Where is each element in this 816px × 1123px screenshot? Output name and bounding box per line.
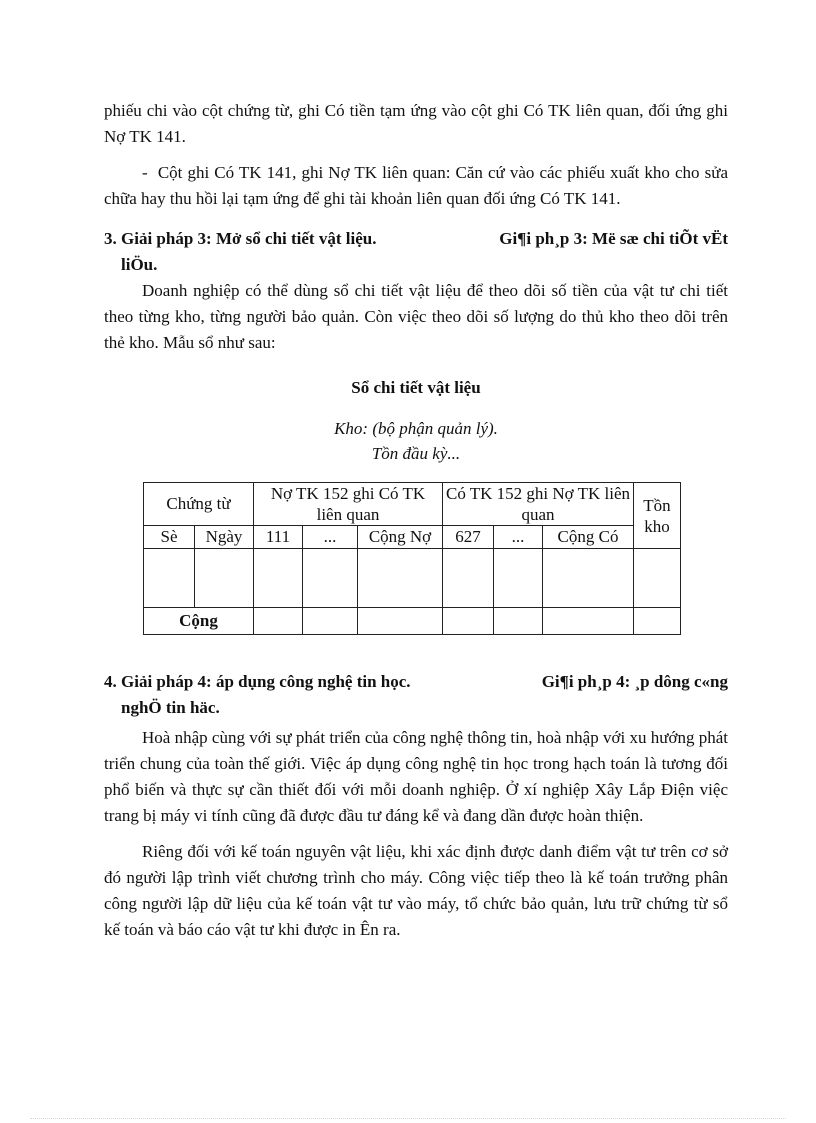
paragraph-4: Hoà nhập cùng với sự phát triển của công nghệ thông tin, hoà nhập với xu hướng phát triển chung của toàn thế giới. Việc áp dụng công nghệ tin học trong hạch toán là tương đối phổ biến và thực sự cần thiết đối với mỗi doanh nghiệp. Ở xí nghiệp Xây Lắp Điện việc trang bị máy vi tính cũng đã được đầu tư đáng kể và đang dần được hoàn thiện.	[104, 728, 728, 825]
header-co-tk: Có TK 152 ghi Nợ TK liên quan	[443, 483, 634, 526]
page-bottom-border	[30, 1118, 786, 1119]
heading-4-garbled: Gi¶i ph¸p 4: ¸p dông c«ng	[541, 672, 728, 691]
subheader-cell: 627	[443, 526, 494, 549]
subheader-cell: ...	[494, 526, 543, 549]
ledger-total-row	[144, 608, 681, 635]
header-ton-kho: Tồn kho	[634, 483, 681, 549]
total-cell	[443, 608, 494, 635]
body-cell	[634, 549, 681, 608]
section-heading-3	[104, 226, 728, 278]
paragraph-2	[104, 160, 728, 212]
heading-3-garbled: Gi¶i ph¸p 3: Më sæ chi tiÕt vËt	[499, 229, 728, 248]
subheader-cell: Cộng Nợ	[358, 526, 443, 549]
ledger-title: Sổ chi tiết vật liệu	[351, 378, 481, 397]
heading-4-text: Giải pháp 4: áp dụng công nghệ tin học.	[121, 672, 411, 691]
header-chung-tu: Chứng từ	[144, 483, 254, 526]
body-cell	[358, 549, 443, 608]
total-cell	[543, 608, 634, 635]
body-cell	[443, 549, 494, 608]
paragraph-5: Riêng đối với kế toán nguyên vật liệu, khi xác định được danh điểm vật tư trên cơ sở đó người lập trình viết chương trình cho máy. Công việc tiếp theo là kế toán trưởng phân công người lập dữ liệu của kế toán vật tư vào máy, tổ chức bảo quản, lưu trữ chứng từ sổ kế toán và báo cáo vật tư khi được in Ên ra.	[104, 842, 728, 939]
total-label: Cộng	[144, 608, 254, 635]
section-heading-4	[104, 669, 728, 721]
body-cell	[195, 549, 254, 608]
ledger-table	[143, 482, 681, 635]
body-cell	[494, 549, 543, 608]
total-cell	[254, 608, 303, 635]
body-cell	[254, 549, 303, 608]
ledger-subheader-row	[144, 526, 681, 549]
heading-4-number: 4.	[104, 672, 121, 691]
ledger-header-row	[144, 483, 681, 526]
document-page	[104, 98, 728, 943]
bullet-dash: -	[142, 163, 148, 182]
header-no-tk: Nợ TK 152 ghi Có TK liên quan	[254, 483, 443, 526]
heading-3-number: 3.	[104, 229, 121, 248]
heading-4-garbled-cont: nghÖ tin häc.	[121, 698, 220, 717]
ledger-subtitle-warehouse: Kho: (bộ phận quản lý).	[334, 419, 498, 438]
total-cell	[634, 608, 681, 635]
body-cell	[144, 549, 195, 608]
total-cell	[494, 608, 543, 635]
heading-3-garbled-cont: liÖu.	[121, 255, 158, 274]
paragraph-3: Doanh nghiệp có thể dùng sổ chi tiết vật liệu để theo dõi số tiền của vật tư chi tiết theo từng kho, từng người bảo quản. Còn việc theo dõi số lượng do thủ kho theo dõi trên thẻ kho. Mẫu sổ như sau:	[104, 281, 728, 352]
subheader-cell: 111	[254, 526, 303, 549]
subheader-cell: Cộng Có	[543, 526, 634, 549]
body-cell	[303, 549, 358, 608]
total-cell	[303, 608, 358, 635]
body-cell	[543, 549, 634, 608]
subheader-cell: Ngày	[195, 526, 254, 549]
subheader-cell: ...	[303, 526, 358, 549]
ledger-subtitle-opening: Tồn đầu kỳ...	[371, 444, 461, 463]
total-cell	[358, 608, 443, 635]
ledger-body-row	[144, 549, 681, 608]
paragraph-1: phiếu chi vào cột chứng từ, ghi Có tiền tạm ứng vào cột ghi Có TK liên quan, đối ứng ghi Nợ TK 141.	[104, 101, 728, 146]
heading-3-text: Giải pháp 3: Mở sổ chi tiết vật liệu.	[121, 229, 377, 248]
subheader-cell: Sè	[144, 526, 195, 549]
paragraph-2-text: Cột ghi Có TK 141, ghi Nợ TK liên quan: Căn cứ vào các phiếu xuất kho cho sửa chữa hay thu hồi lại tạm ứng để ghi tài khoản liên quan đối ứng Có TK 141.	[104, 163, 728, 208]
